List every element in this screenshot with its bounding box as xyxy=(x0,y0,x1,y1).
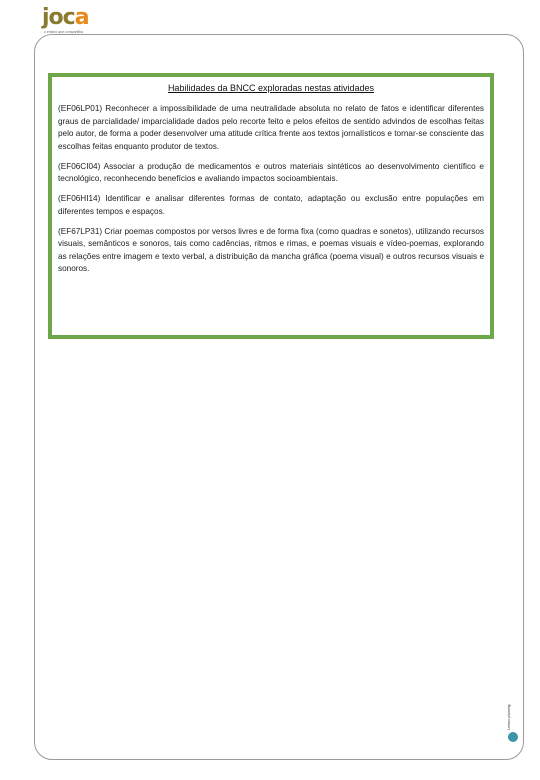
bncc-skills-box xyxy=(48,73,494,339)
logo-wordmark xyxy=(42,6,89,30)
side-label: Lesson planning xyxy=(507,704,511,730)
logo-word-main: joc xyxy=(42,5,75,30)
skill-item-ef06ci04: (EF06CI04) Associar a produção de medicamentos e outros materiais sintéticos ao desenvolvimento científico e tecnológico, reconhecendo benefícios e avaliando impactos socioambientais. xyxy=(58,161,484,183)
skills-list xyxy=(58,103,484,283)
logo-tagline: o ensino que compartilha xyxy=(44,30,84,34)
skill-item-ef67lp31: (EF67LP31) Criar poemas compostos por versos livres e de forma fixa (como quadras e sonetos), utilizando recursos visuais, semânticos e sonoros, tais como cadências, ritmos e rimas, e poemas visuais e vídeo-poemas, explorando as relações entre imagem e texto verbal, a distribuição da mancha gráfica (poema visual) e outros recursos visuais e sonoros. xyxy=(58,226,484,273)
side-brand-mark xyxy=(507,700,519,744)
globe-icon xyxy=(508,732,518,742)
skill-item-ef06hi14: (EF06HI14) Identificar e analisar diferentes formas de contato, adaptação ou exclusão entre populações em diferentes tempos e espaços. xyxy=(58,194,484,216)
skill-item-ef06lp01: (EF06LP01) Reconhecer a impossibilidade de uma neutralidade absoluta no relato de fatos e identificar diferentes graus de parcialidade/ imparcialidade dados pelo recorte feito e pelos efeitos de sentido advindos de escolhas feitas pelo autor, de forma a poder desenvolver uma atitude crítica frente aos textos jornalísticos e tornar-se consciente das escolhas feitas enquanto produtor de textos. xyxy=(58,104,484,151)
joca-logo xyxy=(42,6,112,38)
skills-title: Habilidades da BNCC exploradas nestas atividades xyxy=(167,83,375,93)
logo-word-accent: a xyxy=(74,5,89,30)
